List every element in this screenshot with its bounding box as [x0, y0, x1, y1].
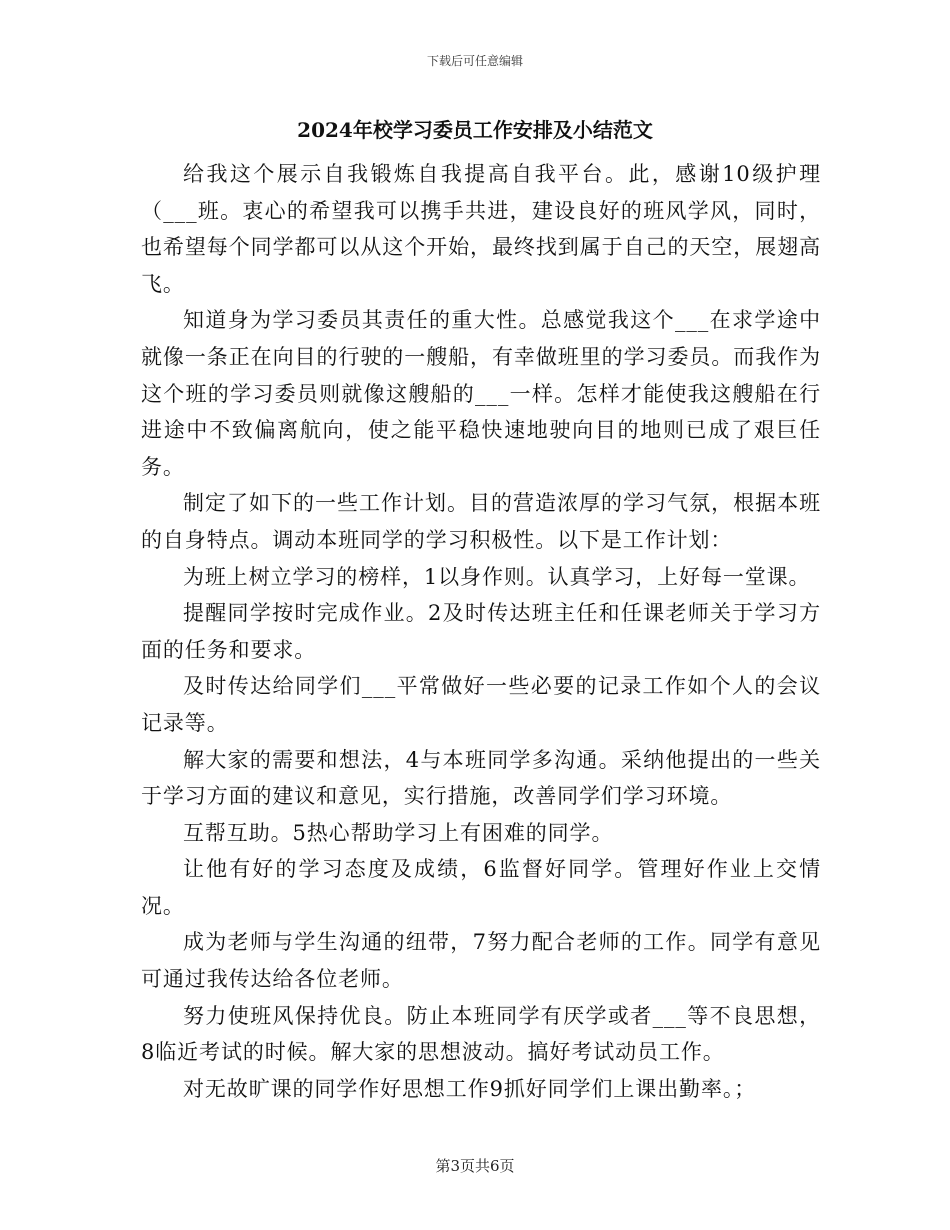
- paragraph: 制定了如下的一些工作计划。目的营造浓厚的学习气氛，根据本班的自身特点。调动本班同学的学习积极性。以下是工作计划：: [141, 491, 821, 552]
- paragraph: 成为老师与学生沟通的纽带，7努力配合老师的工作。同学有意见可通过我传达给各位老师。: [141, 930, 821, 992]
- document-title: 2024年校学习委员工作安排及小结范文: [297, 118, 653, 142]
- paragraph: 互帮互助。5热心帮助学习上有困难的同学。: [183, 820, 614, 845]
- paragraph: 知道身为学习委员其责任的重大性。总感觉我这个___在求学途中就像一条正在向目的行驶的一艘船，有幸做班里的学习委员。而我作为这个班的学习委员则就像这艘船的___一样。怎样才能使我这艘船在行进途中不致偏离航向，使之能平稳快速地驶向目的地则已成了艰巨任务。: [141, 308, 821, 479]
- paragraph: 给我这个展示自我锻炼自我提高自我平台。此，感谢10级护理（___班。衷心的希望我可以携手共进，建设良好的班风学风，同时，也希望每个同学都可以从这个开始，最终找到属于自己的天空，展翅高飞。: [141, 162, 821, 296]
- paragraph: 努力使班风保持优良。防止本班同学有厌学或者___等不良思想，8临近考试的时候。解大家的思想波动。搞好考试动员工作。: [141, 1003, 821, 1065]
- paragraph: 提醒同学按时完成作业。2及时传达班主任和任课老师关于学习方面的任务和要求。: [141, 601, 821, 662]
- document-body: [141, 156, 821, 1107]
- page-number-footer: 第3页共6页: [435, 1157, 515, 1175]
- paragraph: 及时传达给同学们___平常做好一些必要的记录工作如个人的会议记录等。: [141, 674, 821, 735]
- header-note: 下载后可任意编辑: [426, 54, 523, 68]
- paragraph: 解大家的需要和想法，4与本班同学多沟通。采纳他提出的一些关于学习方面的建议和意见，实行措施，改善同学们学习环境。: [141, 747, 821, 809]
- paragraph: 对无故旷课的同学作好思想工作9抓好同学们上课出勤率。；: [183, 1076, 757, 1101]
- paragraph: 让他有好的学习态度及成绩，6监督好同学。管理好作业上交情况。: [141, 857, 821, 918]
- paragraph: 为班上树立学习的榜样，1以身作则。认真学习，上好每一堂课。: [183, 564, 811, 589]
